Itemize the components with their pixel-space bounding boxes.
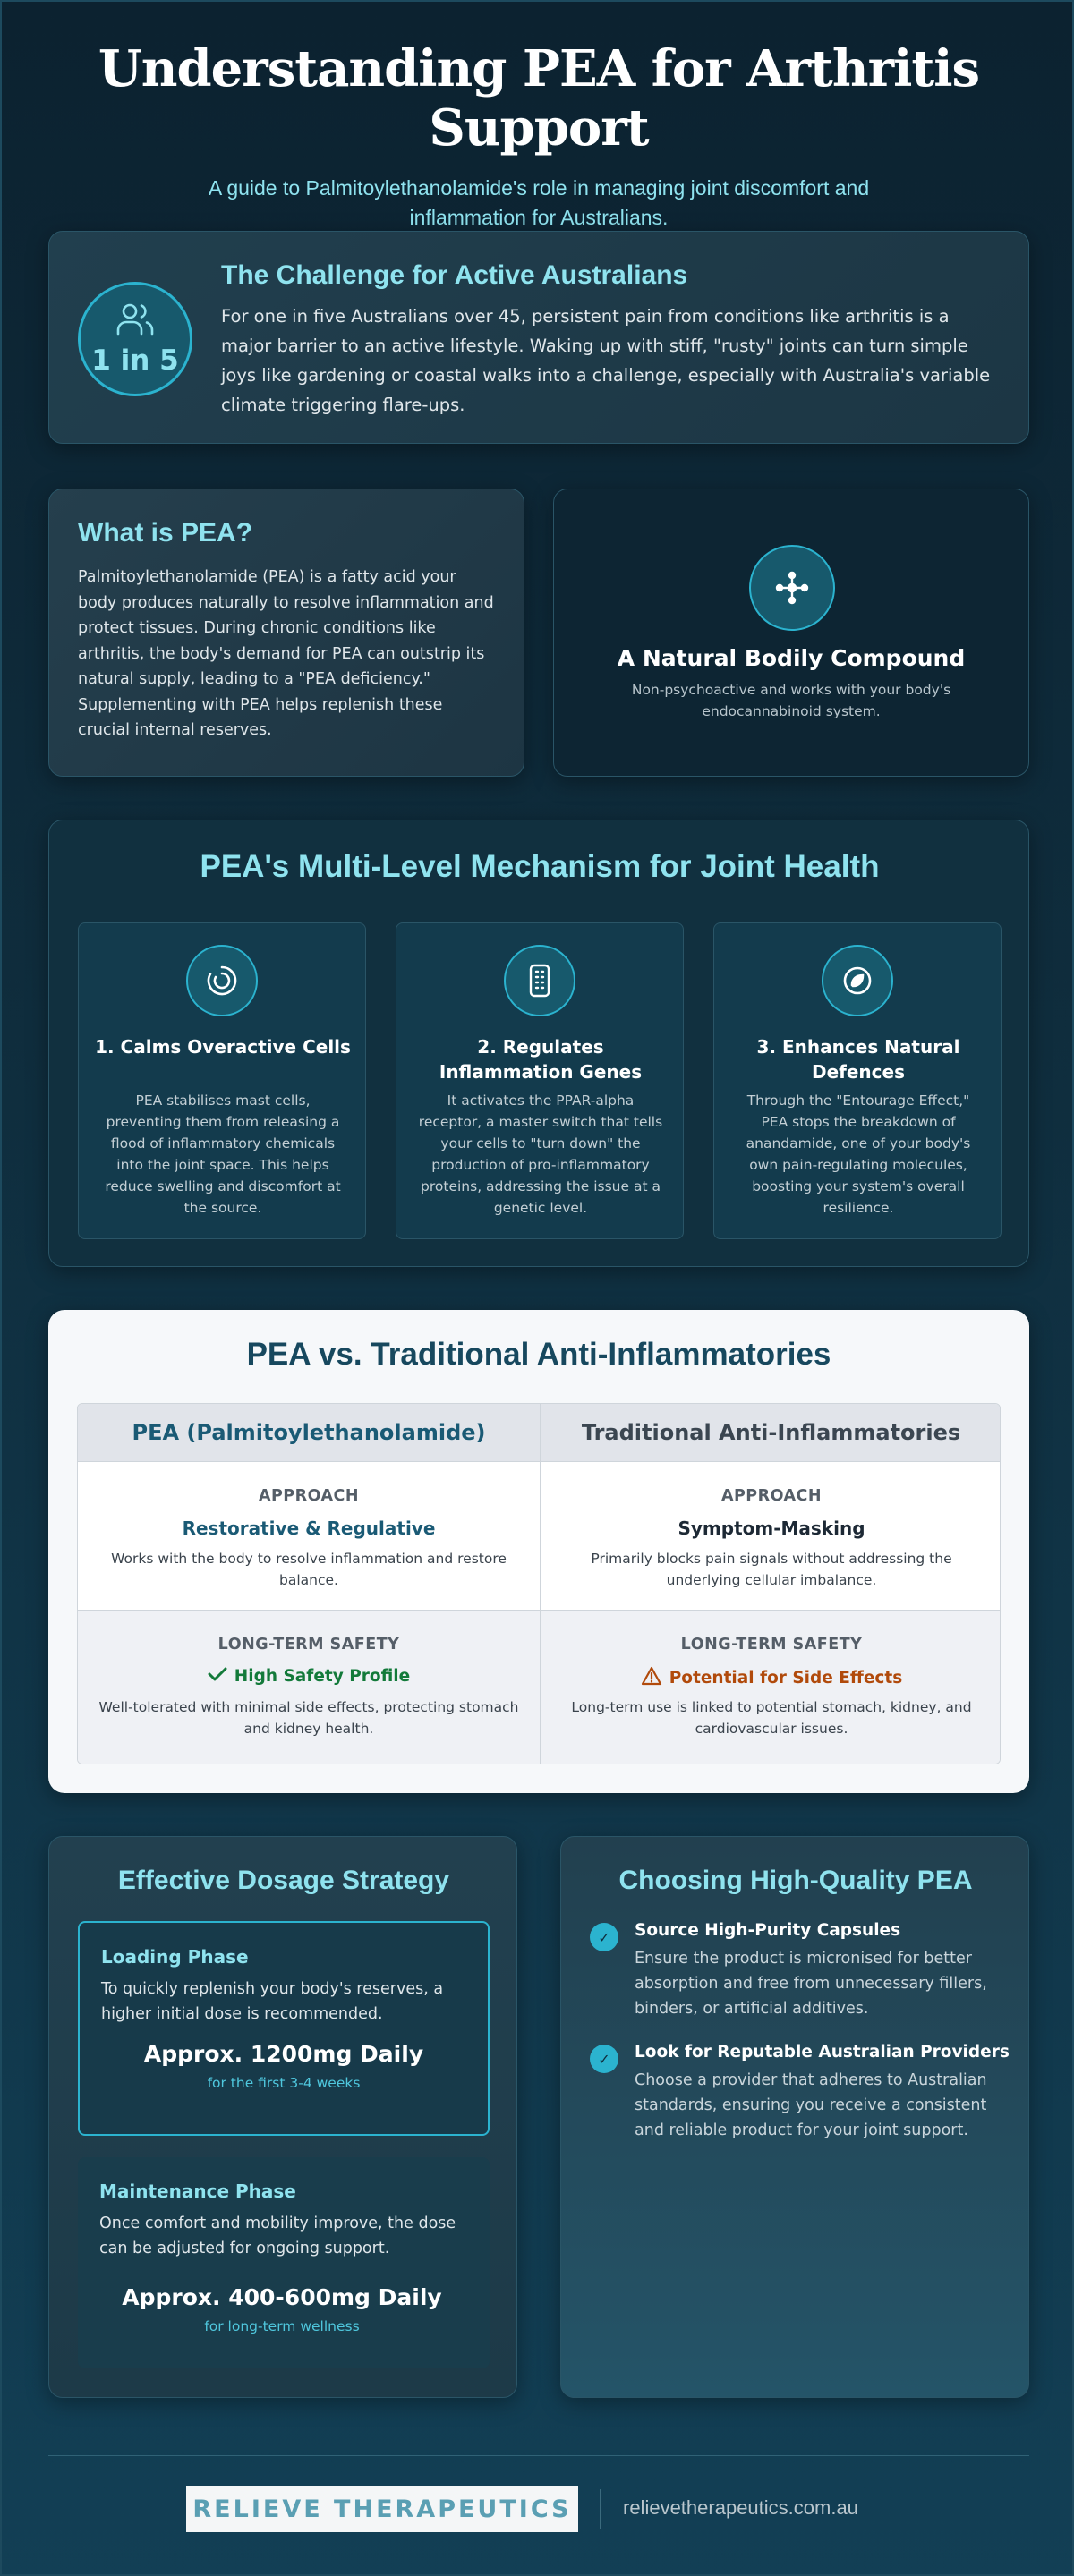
tip-body: Ensure the product is micronised for better absorption and free from unnecessary fillers, binders, or artificial additives. — [635, 1950, 987, 2018]
mechanism-step-1 — [78, 922, 366, 1239]
trad-approach-cell — [540, 1462, 1001, 1610]
step-title: 3. Enhances Natural Defences — [756, 1036, 960, 1083]
step-body: It activates the PPAR-alpha receptor, a master switch that tells your cells to "turn down" the production of pro-inflammatory proteins, addressing the issue at a genetic level. — [418, 1092, 663, 1216]
natural-body: Non-psychoactive and works with your body's endocannabinoid system. — [631, 682, 951, 719]
check-circle-icon: ✓ — [590, 1923, 618, 1951]
pea-safety-label: High Safety Profile — [234, 1667, 411, 1686]
comparison-card — [48, 1310, 1029, 1793]
warning-icon — [641, 1666, 662, 1690]
maintenance-phase-box — [78, 2157, 490, 2368]
step-body: Through the "Entourage Effect," PEA stops the breakdown of anandamide, one of your body's own pain-regulating molecules, boosting your system's overall resilience. — [746, 1092, 971, 1216]
step-title: 2. Regulates Inflammation Genes — [439, 1036, 643, 1083]
mechanism-step-3 — [713, 922, 1002, 1239]
pea-approach-cell — [78, 1462, 540, 1610]
table-row-approach — [78, 1461, 1001, 1610]
website-link[interactable]: relievetherapeutics.com.au — [623, 2496, 858, 2519]
loading-phase-note: for the first 3-4 weeks — [207, 2075, 361, 2091]
page-title: Understanding PEA for Arthritis Support — [98, 39, 980, 157]
pea-approach-value: Restorative & Regulative — [182, 1518, 436, 1539]
dosage-title: Effective Dosage Strategy — [117, 1866, 450, 1895]
comparison-title: PEA vs. Traditional Anti-Inflammatories — [246, 1337, 831, 1372]
trad-safety-label: Potential for Side Effects — [669, 1669, 903, 1688]
tip-title: Source High-Purity Capsules — [635, 1921, 901, 1940]
loading-phase-amount: Approx. 1200mg Daily — [143, 2041, 424, 2067]
mechanism-card — [48, 820, 1029, 1267]
what-is-pea-card — [48, 489, 524, 777]
challenge-body: For one in five Australians over 45, persistent pain from conditions like arthritis is a major barrier to an active lifestyle. Waking up with stiff, "rusty" joints can turn simple joys like gardening or coastal walks into a challenge, especially with Australia's variable climate triggering flare-ups. — [221, 306, 991, 415]
choosing-card — [560, 1836, 1029, 2398]
page-header — [2, 39, 1074, 233]
maintenance-phase-body: Once comfort and mobility improve, the dose can be adjusted for ongoing support. — [99, 2215, 456, 2257]
challenge-title: The Challenge for Active Australians — [221, 260, 688, 290]
row-label: LONG-TERM SAFETY — [217, 1636, 400, 1654]
loading-phase-body: To quickly replenish your body's reserves, a higher initial dose is recommended. — [101, 1980, 444, 2023]
maintenance-phase-note: for long-term wellness — [204, 2318, 360, 2334]
footer-separator — [600, 2489, 601, 2529]
comparison-table — [77, 1403, 1001, 1764]
shield-leaf-icon — [822, 945, 893, 1016]
pea-safety-value — [78, 1666, 540, 1687]
footer-divider — [48, 2455, 1029, 2456]
natural-title: A Natural Bodily Compound — [617, 645, 966, 671]
page-subtitle: A guide to Palmitoylethanolamide's role in managing joint discomfort and inflammation for Australians. — [208, 176, 870, 229]
row-label: APPROACH — [258, 1487, 360, 1505]
stat-circle — [78, 282, 192, 396]
trad-safety-desc: Long-term use is linked to potential stomach, kidney, and cardiovascular issues. — [571, 1699, 972, 1737]
check-icon — [208, 1666, 227, 1687]
table-header-row — [78, 1404, 1001, 1461]
choosing-title: Choosing High-Quality PEA — [618, 1866, 973, 1895]
trad-approach-desc: Primarily blocks pain signals without addressing the underlying cellular imbalance. — [591, 1551, 952, 1588]
stat-value: 1 in 5 — [91, 344, 179, 377]
column-header-pea: PEA (Palmitoylethanolamide) — [132, 1420, 486, 1445]
mechanism-title: PEA's Multi-Level Mechanism for Joint Health — [200, 849, 880, 884]
row-label: LONG-TERM SAFETY — [680, 1636, 863, 1654]
molecule-icon — [749, 545, 835, 631]
table-row-safety — [78, 1610, 1001, 1764]
challenge-card — [48, 231, 1029, 444]
trad-safety-cell — [540, 1611, 1001, 1764]
what-is-body: Palmitoylethanolamide (PEA) is a fatty acid your body produces naturally to resolve inflammation and protect tissues. During chronic conditions like arthritis, the body's demand for PEA can outstrip its natural supply, leading to a "PEA deficiency." Supplementing with PEA helps replenish these crucial internal reserves. — [78, 568, 494, 739]
row-label: APPROACH — [720, 1487, 823, 1505]
trad-safety-value — [541, 1666, 1001, 1690]
loading-phase-title: Loading Phase — [101, 1946, 249, 1968]
check-circle-icon: ✓ — [590, 2045, 618, 2073]
maintenance-phase-title: Maintenance Phase — [99, 2181, 296, 2202]
tip-body: Choose a provider that adheres to Australian standards, ensuring you receive a consistent and reliable product for your joint support. — [635, 2071, 987, 2139]
column-header-traditional: Traditional Anti-Inflammatories — [540, 1404, 1001, 1461]
dosage-card — [48, 1836, 517, 2398]
dna-chip-icon — [504, 945, 575, 1016]
users-icon — [115, 302, 156, 341]
natural-compound-card — [553, 489, 1029, 777]
step-body: PEA stabilises mast cells, preventing them from releasing a flood of inflammatory chemicals into the joint space. This helps reduce swelling and discomfort at the source. — [105, 1092, 341, 1216]
pea-approach-desc: Works with the body to resolve inflammation and restore balance. — [111, 1551, 507, 1588]
what-is-title: What is PEA? — [78, 518, 253, 548]
brand-logo[interactable]: RELIEVE THERAPEUTICS — [186, 2486, 578, 2532]
mechanism-step-2 — [396, 922, 684, 1239]
step-title: 1. Calms Overactive Cells — [95, 1036, 351, 1058]
pea-safety-cell — [78, 1611, 540, 1764]
maintenance-phase-amount: Approx. 400-600mg Daily — [122, 2284, 442, 2310]
spiral-icon — [186, 945, 258, 1016]
pea-safety-desc: Well-tolerated with minimal side effects, protecting stomach and kidney health. — [98, 1699, 519, 1737]
trad-approach-value: Symptom-Masking — [678, 1518, 865, 1539]
tip-title: Look for Reputable Australian Providers — [635, 2043, 1010, 2062]
loading-phase-box — [78, 1921, 490, 2136]
